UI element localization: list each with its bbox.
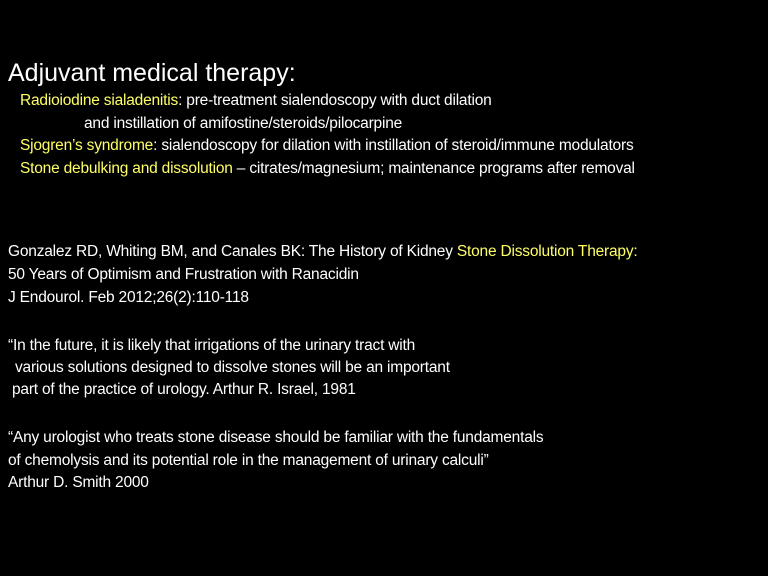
quote-israel-line-1: “In the future, it is likely that irrigations of the urinary tract with <box>8 337 416 354</box>
bullet-stone-debulking-term: Stone debulking and dissolution <box>20 160 233 177</box>
bullet-radioiodine-term: Radioiodine sialadenitis <box>20 92 179 109</box>
bullet-radioiodine-text: : pre-treatment sialendoscopy with duct dilation <box>178 92 492 109</box>
reference-title-highlight: Stone Dissolution Therapy: <box>456 243 638 260</box>
reference-citation: J Endourol. Feb 2012;26(2):110-118 <box>8 289 249 306</box>
quote-smith-line-1: “Any urologist who treats stone disease should be familiar with the fundamentals <box>8 429 544 446</box>
bullet-radioiodine <box>20 91 492 111</box>
reference-line-1 <box>8 242 638 262</box>
bullet-radioiodine-continuation-text: and instillation of amifostine/steroids/pilocarpine <box>84 115 403 132</box>
quote-smith-line-2: of chemolysis and its potential role in the management of urinary calculi” <box>8 452 489 469</box>
reference-authors: Gonzalez RD, Whiting BM, and Canales BK: The History of Kidney <box>8 243 457 260</box>
bullet-sjogren-text: : sialendoscopy for dilation with instillation of steroid/immune modulators <box>153 137 634 154</box>
reference-line-2: 50 Years of Optimism and Frustration with Ranacidin <box>8 266 359 283</box>
bullet-sjogren-term: Sjogren’s syndrome <box>20 137 154 154</box>
bullet-stone-debulking <box>20 159 635 179</box>
slide-title: Adjuvant medical therapy: <box>8 59 296 87</box>
quote-smith-attribution: Arthur D. Smith 2000 <box>8 474 149 491</box>
quote-israel-line-3: part of the practice of urology. Arthur R. Israel, 1981 <box>12 381 356 398</box>
bullet-sjogren <box>20 136 634 156</box>
quote-israel-line-2: various solutions designed to dissolve stones will be an important <box>15 359 450 376</box>
bullet-stone-debulking-text: – citrates/magnesium; maintenance programs after removal <box>232 160 635 177</box>
bullet-radioiodine-continuation <box>84 114 402 134</box>
